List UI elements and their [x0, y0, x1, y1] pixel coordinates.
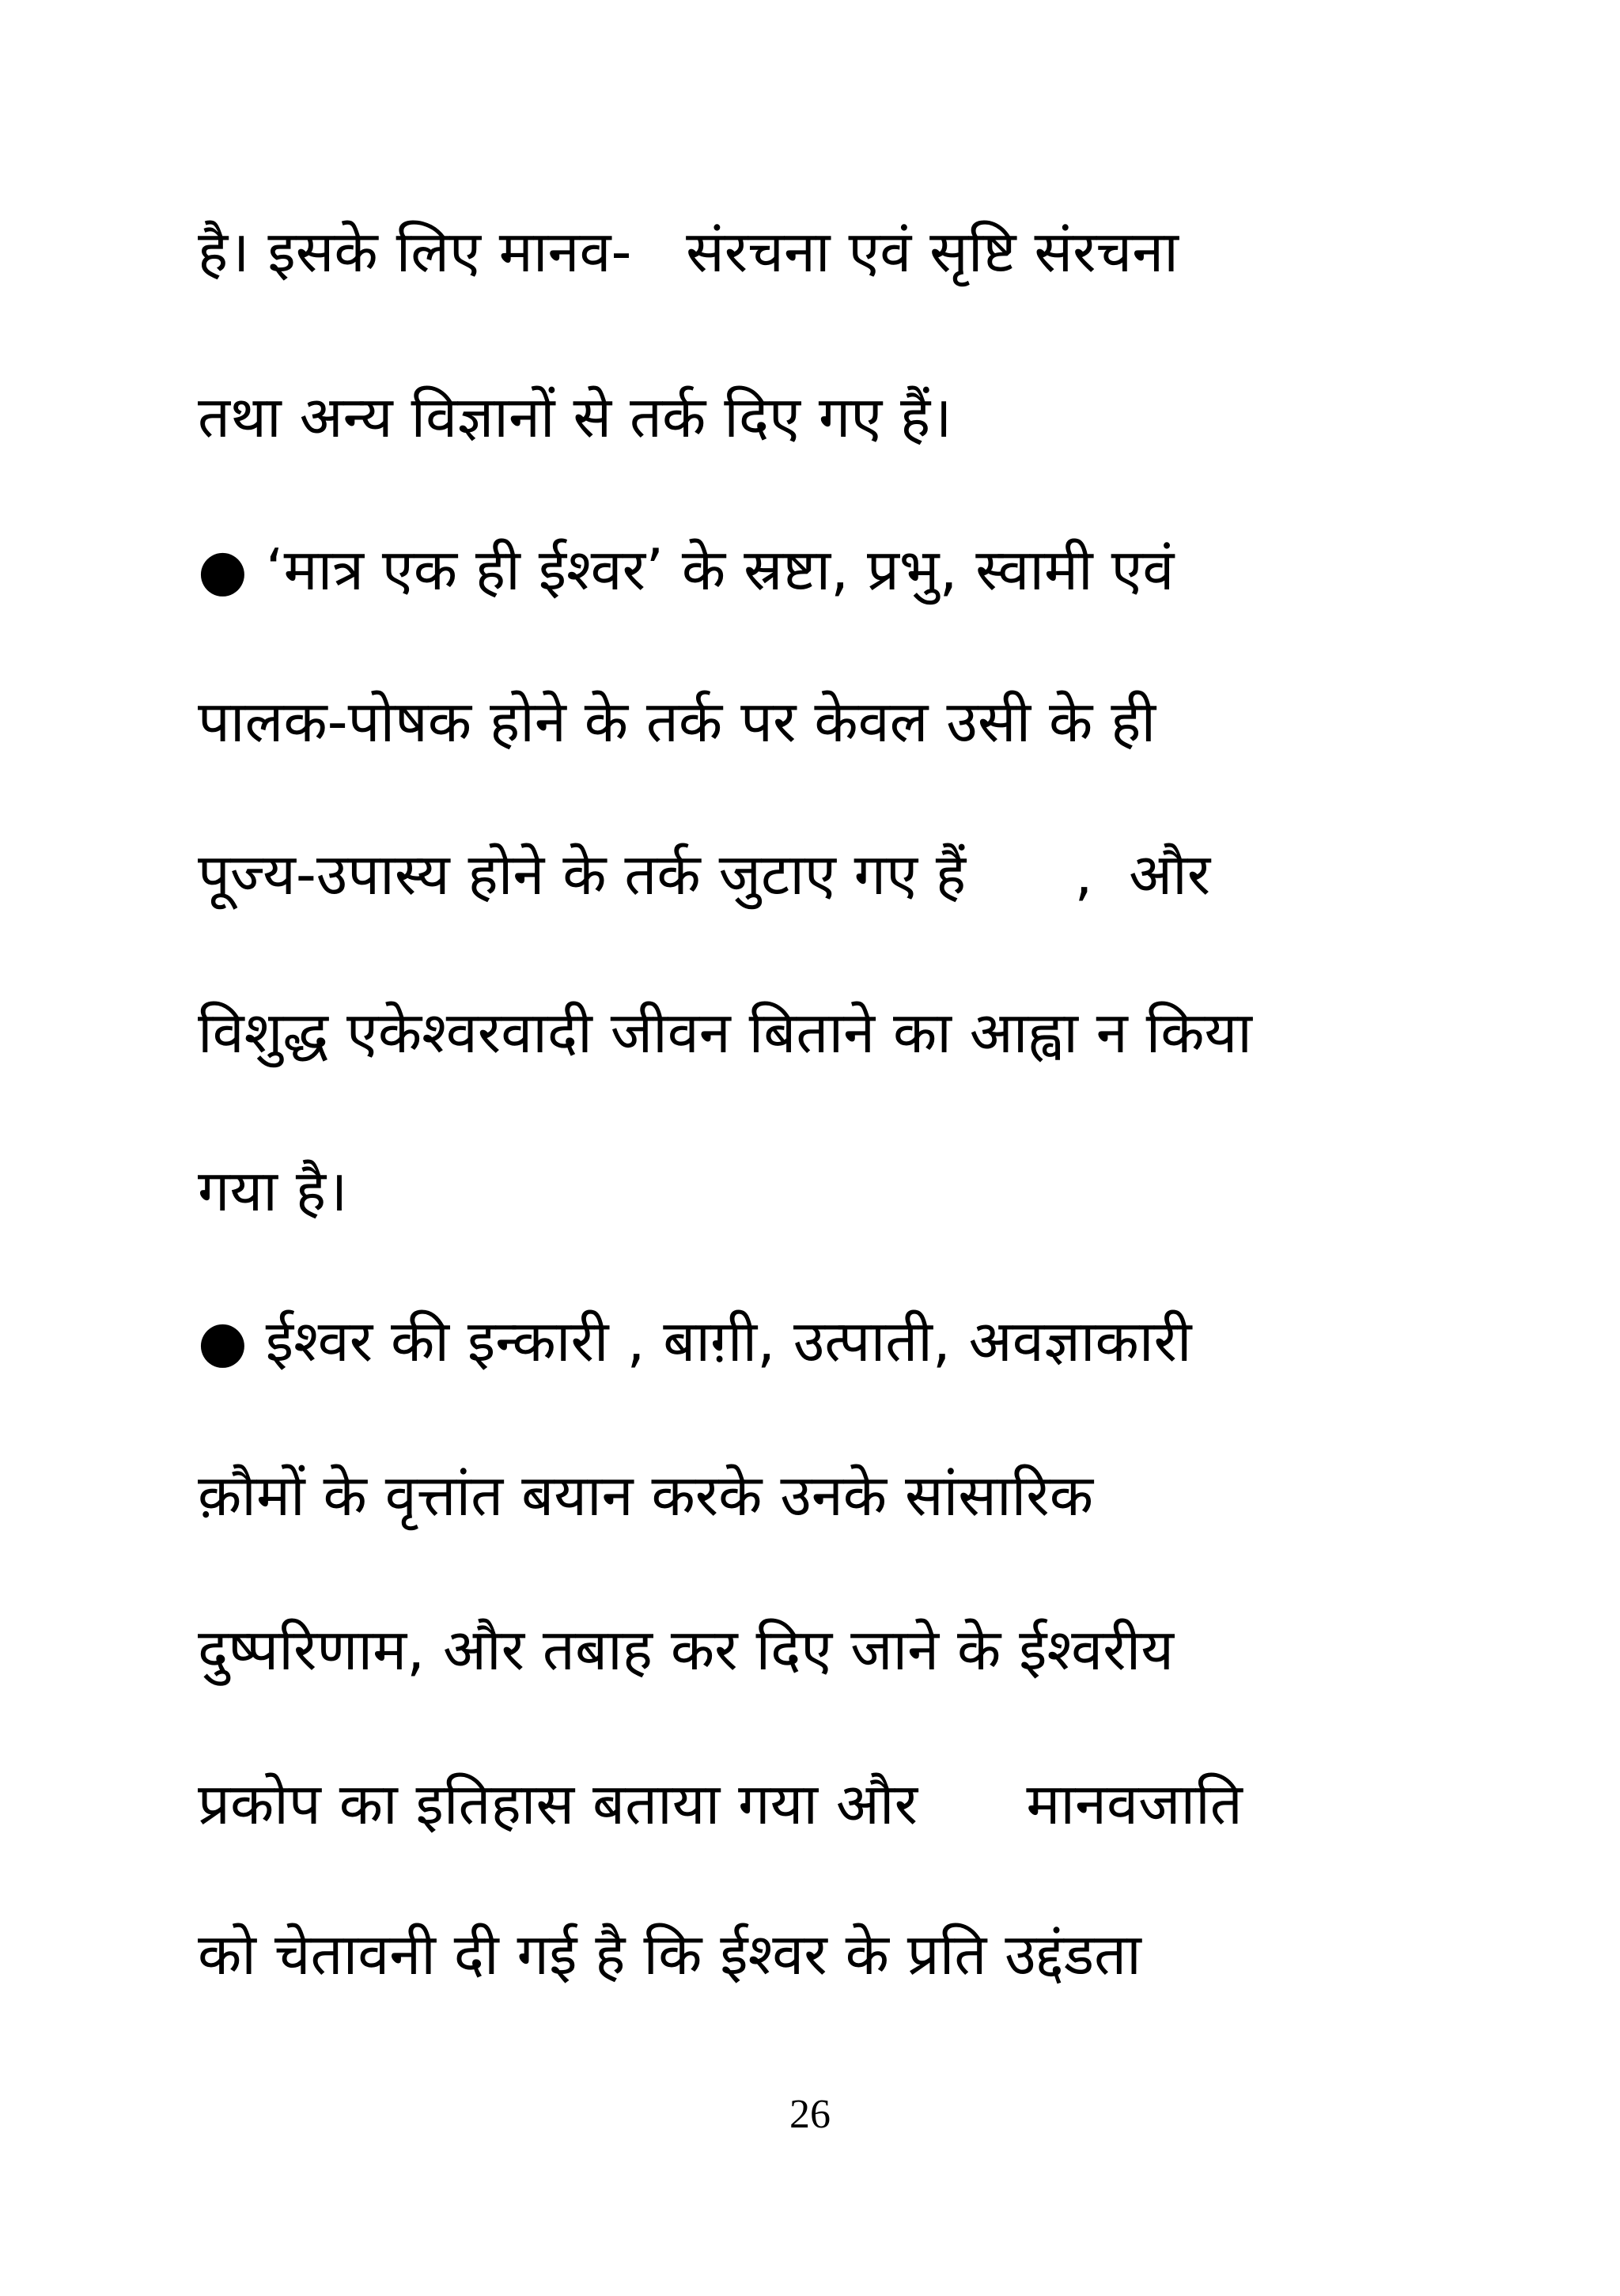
text-line-4: पालक-पोषक होने के तर्क पर केवल उसी के ही — [198, 688, 1156, 755]
text-line-10: दुष्परिणाम, और तबाह कर दिए जाने के ईश्वरीय — [198, 1616, 1175, 1683]
text-line-5: पूज्य-उपास्य होने के तर्क जुटाए गए हैं , और — [198, 841, 1211, 907]
text-line-2: तथा अन्य विज्ञानों से तर्क दिए गए हैं। — [198, 384, 952, 450]
bullet-line-2: ● ईश्वर की इन्कारी , बाग़ी, उत्पाती, अवज्ञाकारी — [198, 1308, 1192, 1374]
text-line-11: प्रकोप का इतिहास बताया गया और मानवजाति — [198, 1771, 1243, 1837]
text-line-1: है। इसके लिए मानव- संरचना एवं सृष्टि संरचना — [198, 218, 1179, 285]
text-line-9: क़ौमों के वृत्तांत बयान करके उनके सांसारिक — [198, 1462, 1094, 1529]
bullet-line-1: ● ‘मात्र एक ही ईश्वर’ के स्रष्टा, प्रभु, स्वामी एवं — [198, 536, 1175, 603]
text-line-12: को चेतावनी दी गई है कि ईश्वर के प्रति उद्दंडता — [198, 1921, 1141, 1987]
text-line-7: गया है। — [198, 1157, 348, 1224]
text-line-6: विशुद्ध एकेश्वरवादी जीवन बिताने का आह्वा न किया — [198, 999, 1252, 1066]
page-number: 26 — [789, 2092, 831, 2137]
